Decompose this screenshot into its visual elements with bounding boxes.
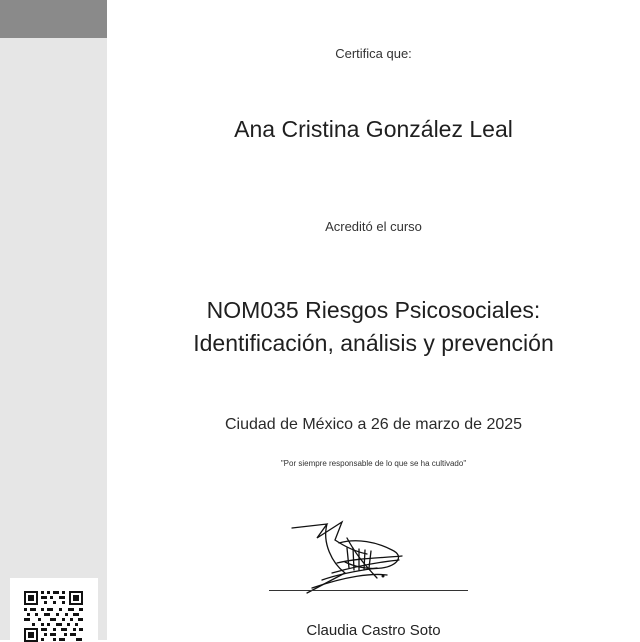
certificate-body xyxy=(107,0,640,640)
place-and-date: Ciudad de México a 26 de marzo de 2025 xyxy=(224,416,523,433)
course-title xyxy=(107,294,640,360)
certifica-label: Certifica que: xyxy=(335,46,412,61)
qr-card xyxy=(10,578,98,640)
signer-name: Claudia Castro Soto xyxy=(306,622,441,639)
signature-line xyxy=(269,590,468,591)
qr-code-icon xyxy=(23,590,85,642)
left-top-block xyxy=(0,0,107,38)
accredited-label: Acreditó el curso xyxy=(325,219,422,234)
recipient-name: Ana Cristina González Leal xyxy=(234,116,513,142)
motto: "Por siempre responsable de lo que se ha cultivado" xyxy=(280,459,467,468)
left-side-band xyxy=(0,0,107,640)
course-title-line-1: NOM035 Riesgos Psicosociales: xyxy=(206,297,541,323)
course-title-line-2: Identificación, análisis y prevención xyxy=(193,330,554,356)
